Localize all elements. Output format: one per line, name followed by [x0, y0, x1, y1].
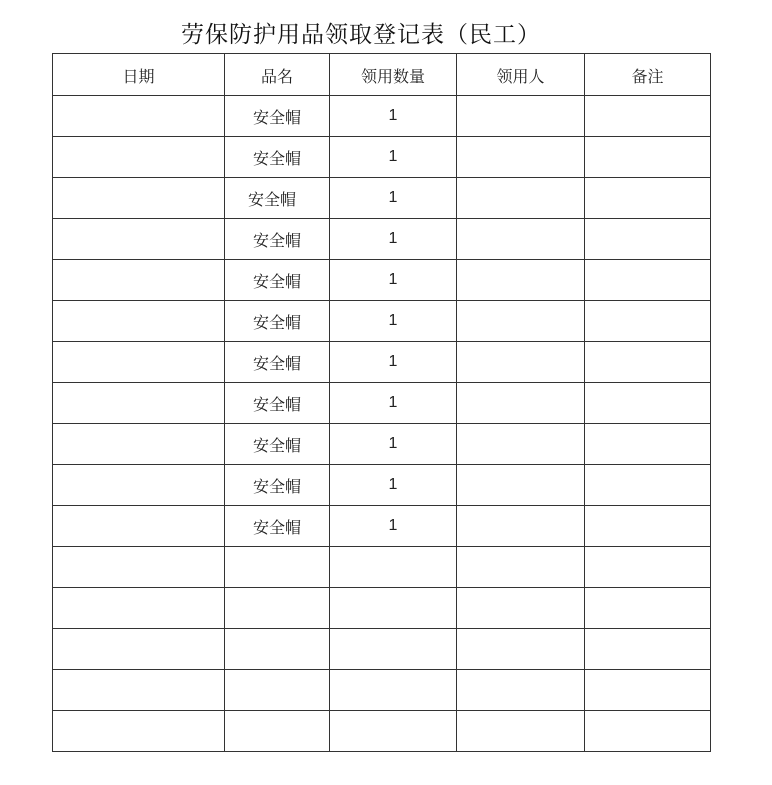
- cell-recipient: [457, 670, 585, 711]
- page-title: 劳保防护用品领取登记表（民工）: [181, 22, 541, 48]
- cell-remarks: [585, 178, 711, 219]
- cell-remarks: [585, 547, 711, 588]
- table-row: [53, 301, 711, 342]
- cell-date: [53, 219, 225, 260]
- cell-recipient: [457, 301, 585, 342]
- cell-quantity: 1: [330, 506, 457, 547]
- cell-date: [53, 137, 225, 178]
- cell-remarks: [585, 342, 711, 383]
- cell-item-name: 安全帽: [225, 342, 330, 383]
- cell-remarks: [585, 383, 711, 424]
- cell-remarks: [585, 301, 711, 342]
- cell-date: [53, 260, 225, 301]
- table-row: [53, 711, 711, 752]
- header-quantity: 领用数量: [330, 54, 457, 96]
- table-row: [53, 219, 711, 260]
- cell-item-name: [225, 547, 330, 588]
- header-recipient: 领用人: [457, 54, 585, 96]
- cell-recipient: [457, 96, 585, 137]
- cell-item-name: 安全帽: [225, 219, 330, 260]
- cell-date: [53, 178, 225, 219]
- cell-quantity: [330, 670, 457, 711]
- cell-quantity: 1: [330, 424, 457, 465]
- cell-recipient: [457, 178, 585, 219]
- cell-date: [53, 342, 225, 383]
- cell-recipient: [457, 342, 585, 383]
- table-row: [53, 342, 711, 383]
- cell-remarks: [585, 629, 711, 670]
- cell-recipient: [457, 547, 585, 588]
- header-date: 日期: [53, 54, 225, 96]
- cell-date: [53, 506, 225, 547]
- header-item-name: 品名: [225, 54, 330, 96]
- table-header-row: [53, 54, 711, 96]
- table-row: [53, 178, 711, 219]
- cell-remarks: [585, 424, 711, 465]
- cell-date: [53, 588, 225, 629]
- cell-recipient: [457, 506, 585, 547]
- cell-recipient: [457, 711, 585, 752]
- table-row: [53, 96, 711, 137]
- cell-quantity: 1: [330, 178, 457, 219]
- registration-table: [52, 53, 711, 752]
- cell-recipient: [457, 383, 585, 424]
- cell-item-name: 安全帽: [225, 424, 330, 465]
- cell-date: [53, 711, 225, 752]
- cell-item-name: 安全帽: [225, 383, 330, 424]
- cell-remarks: [585, 506, 711, 547]
- cell-remarks: [585, 219, 711, 260]
- cell-quantity: 1: [330, 137, 457, 178]
- cell-quantity: [330, 629, 457, 670]
- cell-remarks: [585, 96, 711, 137]
- cell-item-name: 安全帽: [225, 506, 330, 547]
- cell-item-name: [225, 711, 330, 752]
- cell-item-name: [225, 629, 330, 670]
- table-row: [53, 424, 711, 465]
- cell-remarks: [585, 260, 711, 301]
- cell-item-name: 安全帽: [225, 465, 330, 506]
- cell-recipient: [457, 219, 585, 260]
- table-row: [53, 465, 711, 506]
- table-row: [53, 547, 711, 588]
- cell-recipient: [457, 629, 585, 670]
- cell-remarks: [585, 137, 711, 178]
- cell-item-name: 安全帽: [225, 178, 330, 219]
- table-row: [53, 137, 711, 178]
- cell-quantity: 1: [330, 465, 457, 506]
- cell-date: [53, 629, 225, 670]
- cell-quantity: 1: [330, 301, 457, 342]
- cell-remarks: [585, 670, 711, 711]
- cell-quantity: [330, 711, 457, 752]
- cell-remarks: [585, 711, 711, 752]
- cell-date: [53, 301, 225, 342]
- cell-item-name: [225, 670, 330, 711]
- cell-item-name: 安全帽: [225, 260, 330, 301]
- cell-remarks: [585, 588, 711, 629]
- cell-date: [53, 547, 225, 588]
- cell-item-name: 安全帽: [225, 96, 330, 137]
- table-row: [53, 383, 711, 424]
- table-row: [53, 670, 711, 711]
- table-row: [53, 588, 711, 629]
- table-row: [53, 506, 711, 547]
- cell-date: [53, 670, 225, 711]
- cell-date: [53, 383, 225, 424]
- cell-remarks: [585, 465, 711, 506]
- cell-item-name: 安全帽: [225, 137, 330, 178]
- cell-recipient: [457, 424, 585, 465]
- cell-recipient: [457, 588, 585, 629]
- cell-quantity: 1: [330, 383, 457, 424]
- cell-item-name: 安全帽: [225, 301, 330, 342]
- table-row: [53, 629, 711, 670]
- table-row: [53, 260, 711, 301]
- cell-quantity: 1: [330, 96, 457, 137]
- cell-recipient: [457, 260, 585, 301]
- cell-date: [53, 424, 225, 465]
- cell-item-name: [225, 588, 330, 629]
- cell-quantity: 1: [330, 260, 457, 301]
- header-remarks: 备注: [585, 54, 711, 96]
- cell-date: [53, 465, 225, 506]
- cell-recipient: [457, 137, 585, 178]
- cell-quantity: 1: [330, 219, 457, 260]
- cell-date: [53, 96, 225, 137]
- cell-quantity: [330, 547, 457, 588]
- cell-quantity: 1: [330, 342, 457, 383]
- cell-recipient: [457, 465, 585, 506]
- cell-quantity: [330, 588, 457, 629]
